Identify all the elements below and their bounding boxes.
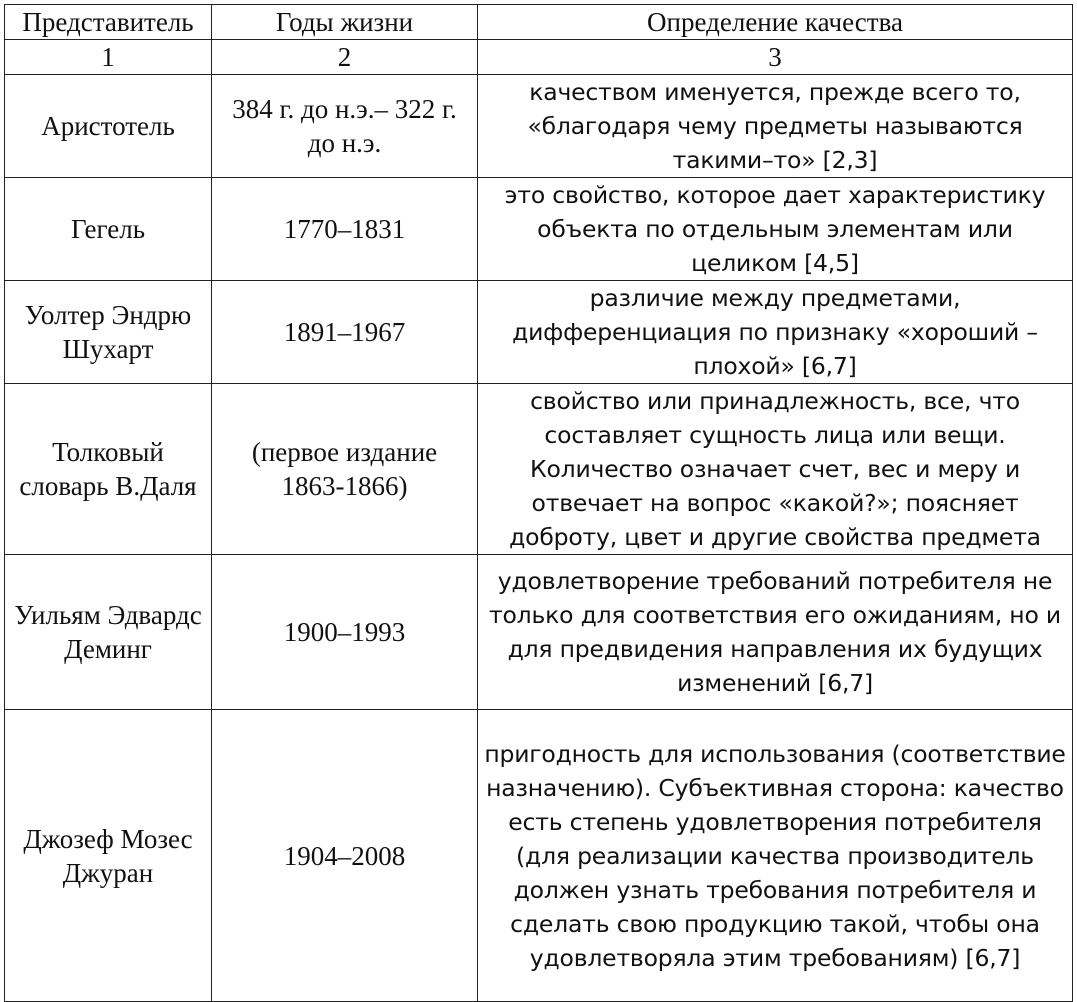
quality-definitions-table [4, 4, 1073, 1002]
table-row [5, 281, 1073, 384]
representative-cell: Гегель [5, 178, 212, 281]
header-representative: Представитель [5, 5, 212, 40]
table-row [5, 710, 1073, 1002]
column-number-2: 2 [212, 40, 478, 75]
representative-cell: Толковый словарь В.Даля [5, 384, 212, 555]
header-row [5, 5, 1073, 40]
years-cell: 1770–1831 [212, 178, 478, 281]
definition-cell: различие между предметами, дифференциация по признаку «хороший – плохой» [6,7] [478, 281, 1073, 384]
years-cell: 1891–1967 [212, 281, 478, 384]
representative-cell: Уильям Эдвардс Деминг [5, 555, 212, 710]
definition-cell: качеством именуется, прежде всего то, «благодаря чему предметы называются такими–то» [2,3] [478, 75, 1073, 178]
column-number-1: 1 [5, 40, 212, 75]
years-cell: 384 г. до н.э.– 322 г. до н.э. [212, 75, 478, 178]
definition-cell: это свойство, которое дает характеристику объекта по отдельным элементам или целиком [4,5] [478, 178, 1073, 281]
definition-cell: удовлетворение требований потребителя не только для соответствия его ожиданиям, но и для предвидения направления их будущих изменений [6,7] [478, 555, 1073, 710]
header-definition: Определение качества [478, 5, 1073, 40]
representative-cell: Джозеф Мозес Джуран [5, 710, 212, 1002]
years-cell: 1900–1993 [212, 555, 478, 710]
years-cell: (первое издание 1863-1866) [212, 384, 478, 555]
table-row [5, 75, 1073, 178]
definition-cell: пригодность для использования (соответствие назначению). Субъективная сторона: качество есть степень удовлетворения потребителя (для реализации качества производитель должен узнать требования потребителя и сделать свою продукцию такой, чтобы она удовлетворяла этим требованиям) [6,7] [478, 710, 1073, 1002]
header-years: Годы жизни [212, 5, 478, 40]
column-number-3: 3 [478, 40, 1073, 75]
table-row [5, 555, 1073, 710]
column-number-row [5, 40, 1073, 75]
representative-cell: Аристотель [5, 75, 212, 178]
representative-cell: Уолтер Эндрю Шухарт [5, 281, 212, 384]
definition-cell: свойство или принадлежность, все, что составляет сущность лица или вещи. Количество означает счет, вес и меру и отвечает на вопрос «какой?»; поясняет доброту, цвет и другие свойства предмета [478, 384, 1073, 555]
table-row [5, 178, 1073, 281]
years-cell: 1904–2008 [212, 710, 478, 1002]
table-row [5, 384, 1073, 555]
